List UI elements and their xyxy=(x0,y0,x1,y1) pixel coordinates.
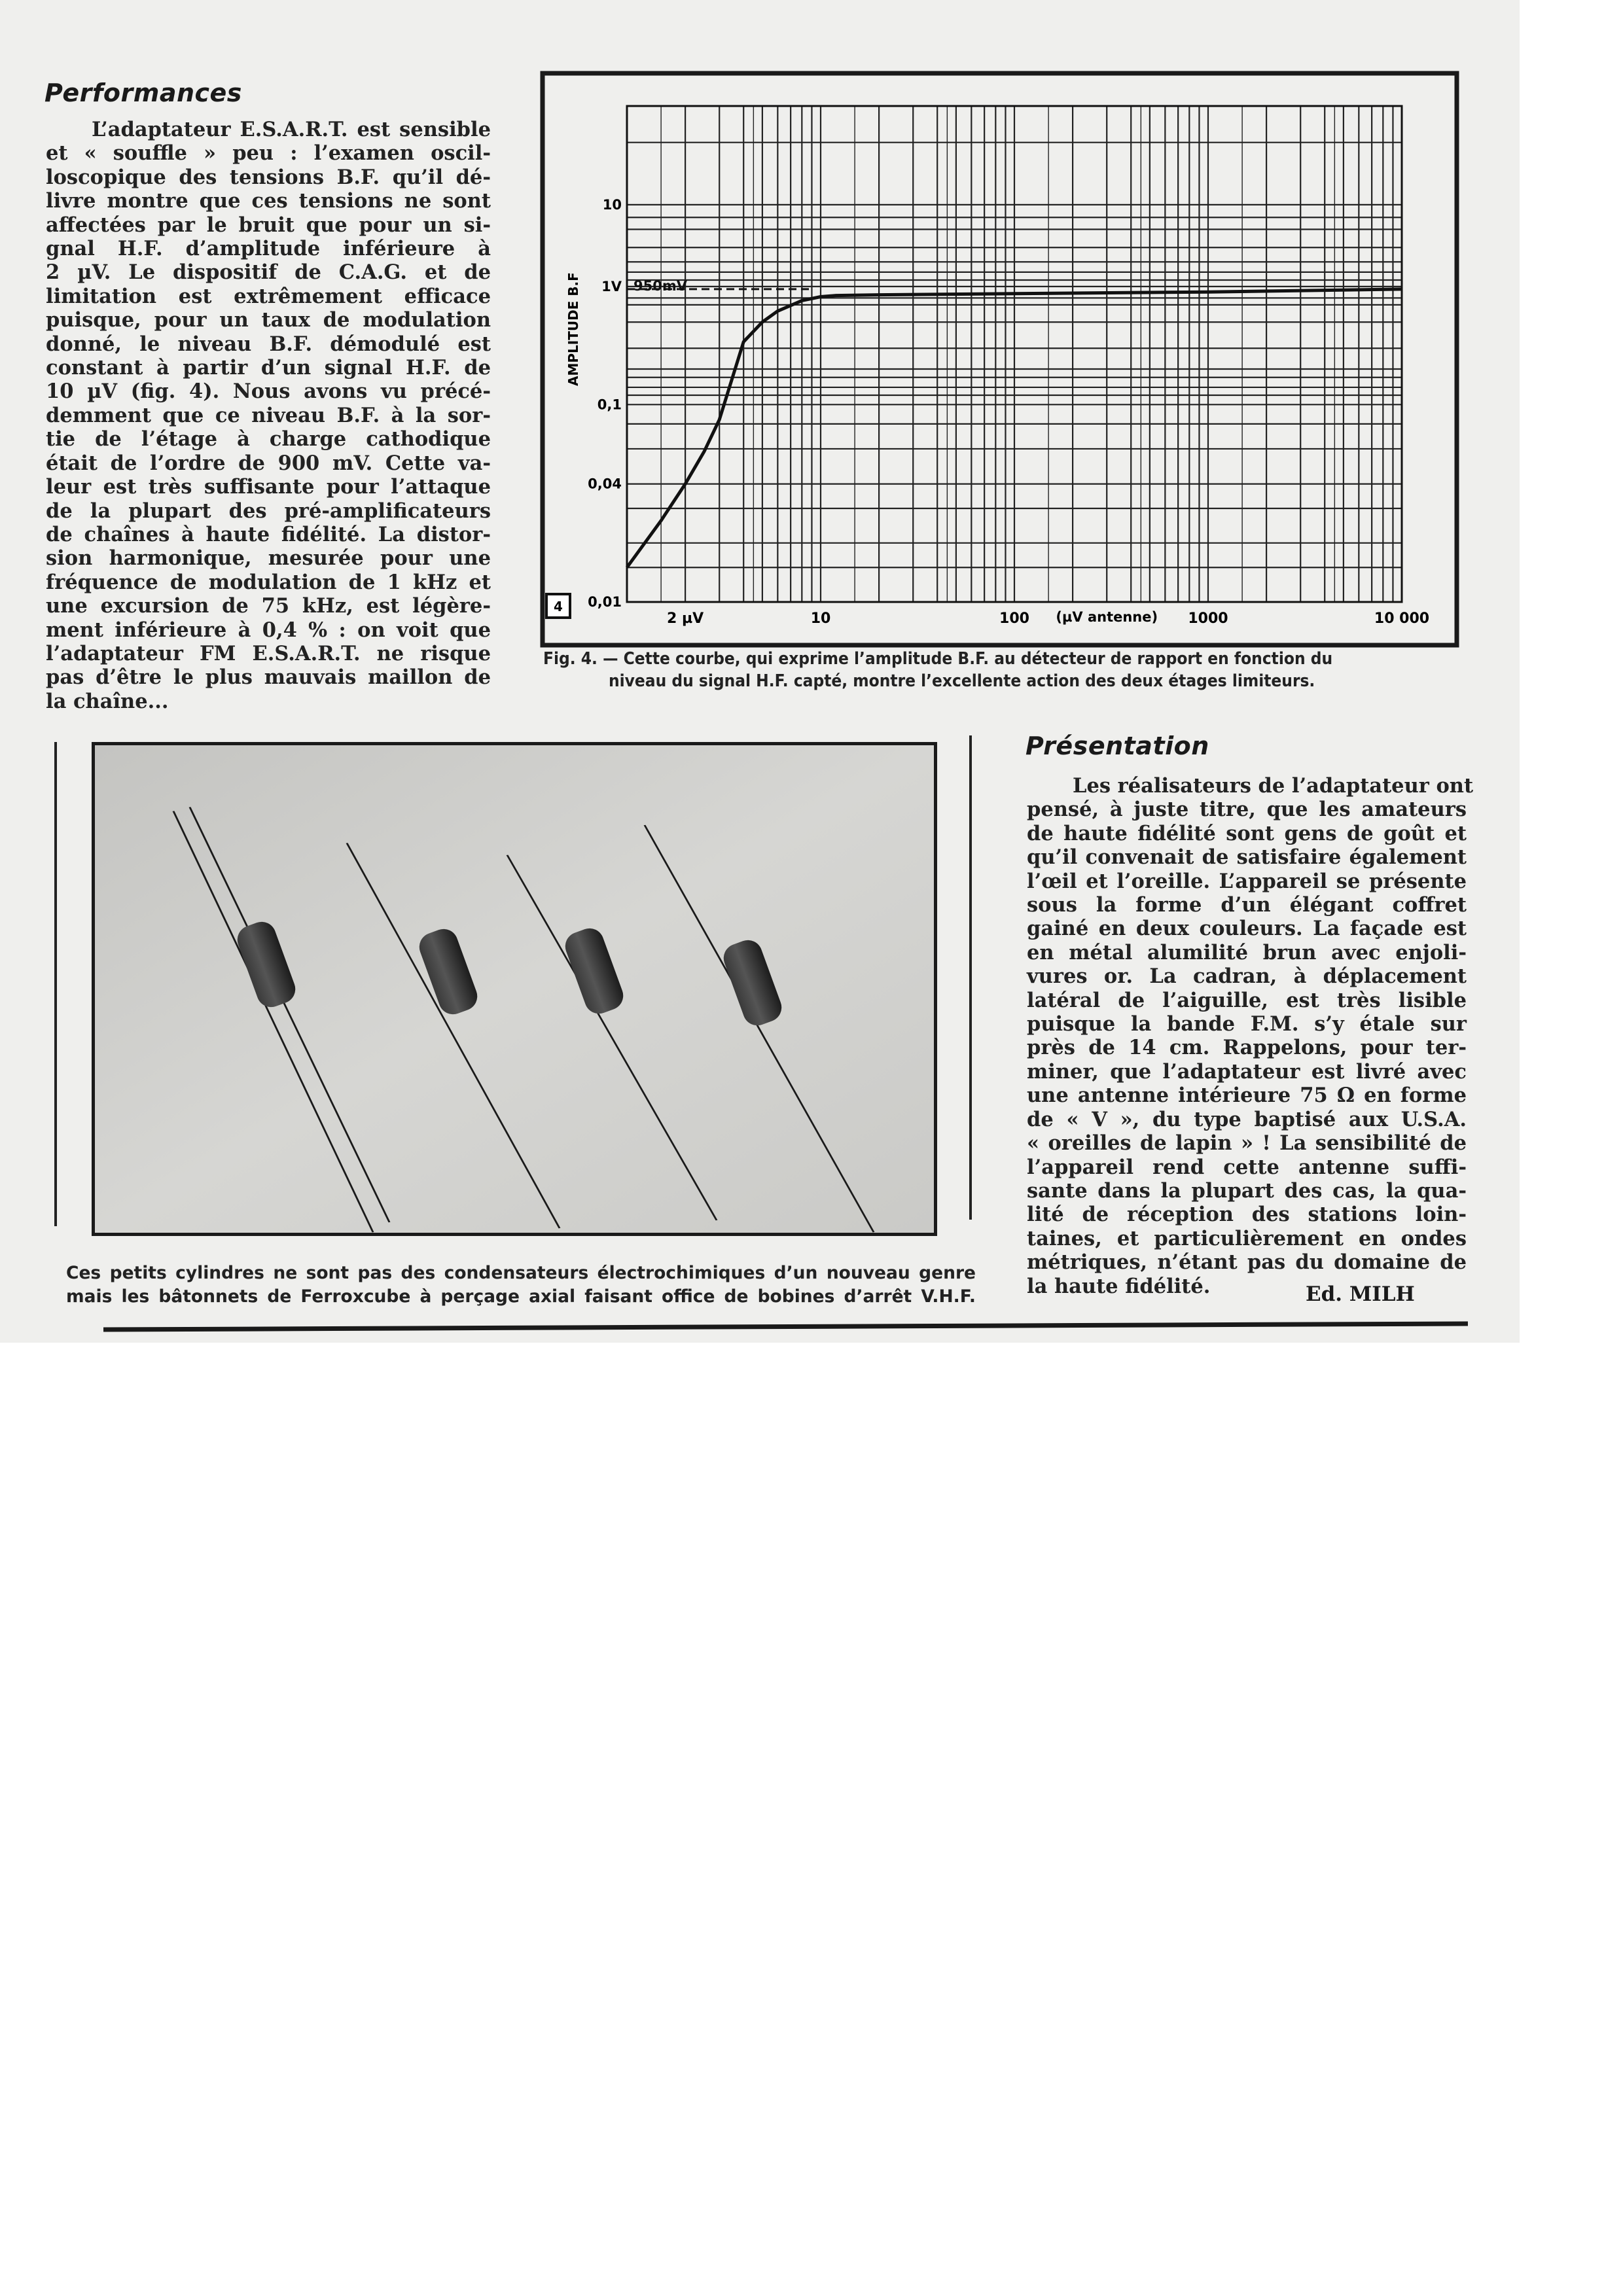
text-line: tie de l’étage à charge cathodique xyxy=(46,427,491,451)
performances-heading: Performances xyxy=(45,79,242,107)
text-line: L’adaptateur E.S.A.R.T. est sensible xyxy=(92,118,491,141)
x-tick-label: 10 xyxy=(810,610,831,627)
text-line: métriques, n’étant pas du domaine de xyxy=(1027,1250,1467,1275)
text-line: fréquence de modulation de 1 kHz et xyxy=(46,570,491,594)
text-line: de chaînes à haute fidélité. La distor- xyxy=(46,522,491,546)
amplitude-chart xyxy=(539,69,1461,649)
figure-caption xyxy=(543,648,1466,692)
text-line: 2 µV. Le dispositif de C.A.G. et de xyxy=(46,260,491,285)
text-line: miner, que l’adaptateur est livré avec xyxy=(1027,1059,1467,1084)
y-tick-label: 1V xyxy=(601,278,622,294)
chart-grid xyxy=(627,106,1402,602)
text-line: une excursion de 75 kHz, est légère- xyxy=(46,594,491,618)
y-tick-label: 0,01 xyxy=(588,594,622,610)
x-tick-label: 1000 xyxy=(1188,610,1228,627)
y-tick-label: 0,04 xyxy=(588,476,622,492)
text-line: la chaîne... xyxy=(46,689,169,713)
text-line: affectées par le bruit que pour un si- xyxy=(46,213,491,237)
text-line: gnal H.F. d’amplitude inférieure à xyxy=(46,237,491,261)
ferroxcube-photo xyxy=(92,742,937,1236)
x-tick-label: 2 µV xyxy=(667,610,704,627)
text-line: une antenne intérieure 75 Ω en forme xyxy=(1027,1084,1467,1108)
ferroxcube-cylinders-image xyxy=(95,745,934,1233)
text-line: de « V », du type baptisé aux U.S.A. xyxy=(1027,1107,1467,1131)
text-line: latéral de l’aiguille, est très lisible xyxy=(1027,988,1467,1012)
x-axis-label: (µV antenne) xyxy=(1056,609,1158,625)
presentation-text xyxy=(1027,774,1474,1298)
text-line: lité de réception des stations loin- xyxy=(1027,1203,1467,1227)
text-line: près de 14 cm. Rappelons, pour ter- xyxy=(1027,1036,1467,1060)
text-line: la haute fidélité. xyxy=(1027,1274,1211,1298)
column-divider-left xyxy=(54,742,57,1226)
performances-text xyxy=(46,118,491,713)
y-axis-label: AMPLITUDE B.F xyxy=(565,272,581,387)
text-line: livre montre que ces tensions ne sont xyxy=(46,189,491,213)
chart-frame-border xyxy=(543,73,1457,645)
photo-caption-line-1: Ces petits cylindres ne sont pas des condensateurs électrochimiques d’un nouveau genre xyxy=(66,1263,976,1283)
text-line: était de l’ordre de 900 mV. Cette va- xyxy=(46,451,491,475)
photo-caption-line-2: mais les bâtonnets de Ferroxcube à perçage axial faisant office de bobines d’arrêt V.H.F. xyxy=(66,1286,976,1307)
text-line: pas d’être le plus mauvais maillon de xyxy=(46,665,491,690)
text-line: de haute fidélité sont gens de goût et xyxy=(1027,821,1467,845)
text-line: taines, et particulièrement en ondes xyxy=(1027,1226,1467,1250)
figure-caption-line-1: Fig. 4. — Cette courbe, qui exprime l’amplitude B.F. au détecteur de rapport en fonction du xyxy=(543,649,1333,669)
text-line: leur est très suffisante pour l’attaque xyxy=(46,475,491,499)
y-tick-label: 0,1 xyxy=(597,397,622,413)
text-line: loscopique des tensions B.F. qu’il dé- xyxy=(46,165,491,189)
text-line: « oreilles de lapin » ! La sensibilité de xyxy=(1027,1131,1467,1156)
y-tick-label: 10 xyxy=(602,196,622,213)
text-line: 10 µV (fig. 4). Nous avons vu précé- xyxy=(46,380,491,404)
column-divider-right xyxy=(969,735,972,1220)
text-line: ment inférieure à 0,4 % : on voit que xyxy=(46,618,491,642)
x-tick-label: 10 000 xyxy=(1374,610,1430,627)
text-line: qu’il convenait de satisfaire également xyxy=(1027,845,1467,870)
presentation-heading: Présentation xyxy=(1026,732,1209,760)
text-line: gainé en deux couleurs. La façade est xyxy=(1027,917,1467,941)
text-line: de la plupart des pré-amplificateurs xyxy=(46,499,491,523)
text-line: sion harmonique, mesurée pour une xyxy=(46,546,491,571)
author-signature: Ed. MILH xyxy=(1306,1282,1415,1306)
figure-number: 4 xyxy=(554,599,563,614)
text-line: vures or. La cadran, à déplacement xyxy=(1027,964,1467,989)
text-line: demment que ce niveau B.F. à la sor- xyxy=(46,403,491,427)
text-line: l’appareil rend cette antenne suffi- xyxy=(1027,1155,1467,1179)
photo-caption xyxy=(66,1262,976,1309)
text-line: l’œil et l’oreille. L’appareil se présente xyxy=(1027,869,1467,893)
figure-caption-line-2: niveau du signal H.F. capté, montre l’excellente action des deux étages limiteurs. xyxy=(609,671,1315,691)
text-line: l’adaptateur FM E.S.A.R.T. ne risque xyxy=(46,641,491,665)
text-line: limitation est extrêmement efficace xyxy=(46,284,491,308)
text-line: puisque la bande F.M. s’y étale sur xyxy=(1027,1012,1467,1036)
text-line: constant à partir d’un signal H.F. de xyxy=(46,356,491,380)
annotation-label: 950mV xyxy=(633,277,687,294)
text-line: en métal alumilité brun avec enjoli- xyxy=(1027,940,1467,964)
text-line: Les réalisateurs de l’adaptateur ont xyxy=(1073,774,1474,798)
text-line: sous la forme d’un élégant coffret xyxy=(1027,893,1467,917)
text-line: sante dans la plupart des cas, la qua- xyxy=(1027,1178,1467,1203)
text-line: puisque, pour un taux de modulation xyxy=(46,308,491,332)
x-tick-label: 100 xyxy=(999,610,1029,627)
text-line: et « souffle » peu : l’examen oscil- xyxy=(46,141,491,166)
text-line: donné, le niveau B.F. démodulé est xyxy=(46,332,491,356)
text-line: pensé, à juste titre, que les amateurs xyxy=(1027,798,1467,822)
